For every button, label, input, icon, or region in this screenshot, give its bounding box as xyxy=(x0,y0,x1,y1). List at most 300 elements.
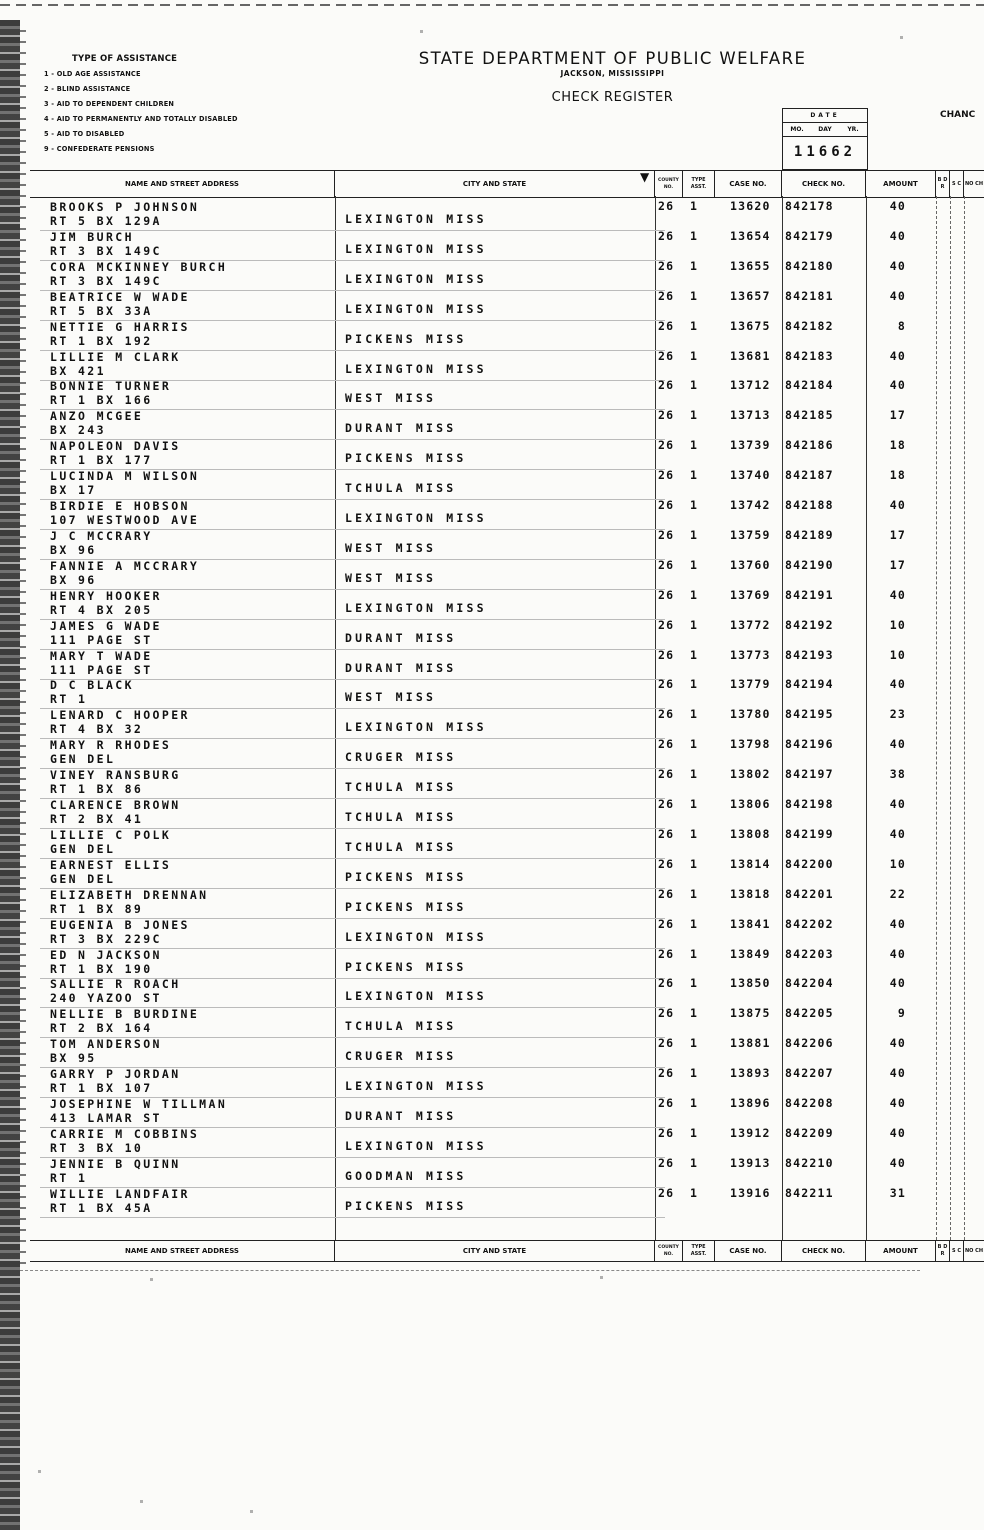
recipient-city: LEXINGTON MISS xyxy=(345,511,487,525)
assistance-type: 1 xyxy=(690,408,699,423)
check-no: 842196 xyxy=(785,737,834,752)
case-no: 13742 xyxy=(730,498,771,512)
case-no: 13849 xyxy=(730,946,771,961)
col-check-header: CHECK NO. xyxy=(782,171,866,197)
case-no: 13913 xyxy=(730,1155,771,1170)
assistance-type: 1 xyxy=(690,527,699,542)
recipient-city: TCHULA MISS xyxy=(345,810,457,824)
check-no: 842203 xyxy=(785,946,834,961)
case-no: 13802 xyxy=(730,767,771,782)
amount: 40 xyxy=(889,1125,906,1140)
scan-speck xyxy=(900,36,903,39)
case-no: 13912 xyxy=(730,1125,771,1140)
amount: 40 xyxy=(889,976,906,991)
scan-speck xyxy=(600,1276,603,1279)
check-no: 842211 xyxy=(785,1185,834,1200)
assistance-type: 1 xyxy=(690,1006,699,1021)
recipient-name: BROOKS P JOHNSON xyxy=(50,200,200,214)
check-no: 842189 xyxy=(785,527,834,542)
assistance-type: 1 xyxy=(690,288,699,303)
recipient-address: RT 1 BX 190 xyxy=(50,961,153,976)
recipient-city: WEST MISS xyxy=(345,570,437,585)
county-no: 26 xyxy=(658,557,675,572)
county-no: 26 xyxy=(658,1036,675,1051)
recipient-city: LEXINGTON MISS xyxy=(345,361,487,376)
date-box xyxy=(782,108,868,170)
table-row xyxy=(30,739,984,769)
table-row xyxy=(30,769,984,799)
case-no: 13881 xyxy=(730,1036,771,1051)
assistance-type: 1 xyxy=(690,1125,699,1140)
recipient-address: BX 421 xyxy=(50,363,106,378)
county-no: 26 xyxy=(658,527,675,542)
table-row xyxy=(30,1038,984,1068)
col-case-footer: CASE NO. xyxy=(715,1241,782,1261)
date-year-label: YR. xyxy=(847,126,859,133)
county-no: 26 xyxy=(658,976,675,991)
check-no: 842210 xyxy=(785,1155,834,1170)
recipient-city: DURANT MISS xyxy=(345,660,457,675)
recipient-address: RT 1 BX 45A xyxy=(50,1200,153,1215)
county-no: 26 xyxy=(658,438,675,453)
col-case-header: CASE NO. xyxy=(715,171,782,197)
table-row xyxy=(30,201,984,231)
recipient-name: JAMES G WADE xyxy=(50,618,162,633)
recipient-address: BX 96 xyxy=(50,542,97,557)
amount: 10 xyxy=(889,617,906,632)
scan-speck xyxy=(420,30,423,33)
scan-speck xyxy=(140,1500,143,1503)
table-row xyxy=(30,258,984,291)
recipient-name: NAPOLEON DAVIS xyxy=(50,439,181,454)
table-row xyxy=(30,288,984,321)
recipient-name: EUGENIA B JONES xyxy=(50,917,190,932)
case-no: 13814 xyxy=(730,856,771,871)
assistance-type: 1 xyxy=(690,737,699,752)
recipient-city: PICKENS MISS xyxy=(345,959,467,974)
amount: 10 xyxy=(889,856,906,871)
recipient-city: TCHULA MISS xyxy=(345,839,457,854)
table-row xyxy=(30,1185,984,1218)
recipient-city: PICKENS MISS xyxy=(345,1198,467,1213)
case-no: 13675 xyxy=(730,318,771,333)
recipient-city: WEST MISS xyxy=(345,690,437,705)
date-label: DATE xyxy=(783,109,867,123)
recipient-address: BX 243 xyxy=(50,423,106,438)
amount: 40 xyxy=(889,498,906,512)
recipient-address: RT 2 BX 164 xyxy=(50,1021,153,1036)
county-no: 26 xyxy=(658,258,675,273)
county-no: 26 xyxy=(658,288,675,303)
assistance-type: 1 xyxy=(690,826,699,841)
county-no: 26 xyxy=(658,468,675,483)
recipient-city: DURANT MISS xyxy=(345,630,457,645)
recipient-name: MARY T WADE xyxy=(50,648,153,663)
amount: 10 xyxy=(889,647,906,662)
case-no: 13620 xyxy=(730,199,771,213)
recipient-name: VINEY RANSBURG xyxy=(50,768,181,783)
amount: 40 xyxy=(889,826,906,841)
assistance-type: 1 xyxy=(690,617,699,632)
recipient-name: BONNIE TURNER xyxy=(50,379,172,394)
col-sc-footer: S C xyxy=(950,1241,964,1261)
recipient-city: LEXINGTON MISS xyxy=(345,301,487,316)
recipient-address: RT 1 BX 107 xyxy=(50,1081,153,1096)
assistance-type: 1 xyxy=(690,1185,699,1200)
table-row xyxy=(30,856,984,889)
check-no: 842206 xyxy=(785,1036,834,1051)
county-no: 26 xyxy=(658,707,675,722)
county-no: 26 xyxy=(658,617,675,632)
check-no: 842181 xyxy=(785,288,834,303)
case-no: 13916 xyxy=(730,1185,771,1200)
case-no: 13772 xyxy=(730,617,771,632)
table-row xyxy=(30,647,984,680)
recipient-address: RT 3 BX 10 xyxy=(50,1140,144,1155)
legend-title: TYPE OF ASSISTANCE xyxy=(72,54,178,64)
check-no: 842195 xyxy=(785,707,834,722)
assistance-type: 1 xyxy=(690,976,699,991)
row-separator xyxy=(40,1217,665,1218)
date-day-label: DAY xyxy=(818,126,832,133)
check-no: 842183 xyxy=(785,348,834,363)
recipient-name: CORA MCKINNEY BURCH xyxy=(50,259,228,274)
recipient-address: 240 YAZOO ST xyxy=(50,991,162,1006)
col-bdr-footer: B D R xyxy=(936,1241,950,1261)
check-no: 842200 xyxy=(785,856,834,871)
county-no: 26 xyxy=(658,916,675,931)
table-row xyxy=(30,679,984,709)
recipient-city: TCHULA MISS xyxy=(345,1019,457,1034)
amount: 40 xyxy=(889,378,906,393)
recipient-name: D C BLACK xyxy=(50,678,134,693)
recipient-name: JIM BURCH xyxy=(50,229,134,244)
legend-item: 2 - BLIND ASSISTANCE xyxy=(44,85,131,93)
recipient-address: RT 1 BX 192 xyxy=(50,333,153,348)
recipient-name: LILLIE C POLK xyxy=(50,827,172,842)
check-no: 842202 xyxy=(785,916,834,931)
col-county-header: COUNTY NO. xyxy=(655,171,683,197)
check-no: 842193 xyxy=(785,647,834,662)
col-sc-header: S C xyxy=(950,171,964,197)
amount: 40 xyxy=(889,199,906,213)
county-no: 26 xyxy=(658,1155,675,1170)
check-no: 842199 xyxy=(785,826,834,841)
assistance-type: 1 xyxy=(690,199,699,213)
assistance-type: 1 xyxy=(690,1155,699,1170)
recipient-city: LEXINGTON MISS xyxy=(345,241,487,256)
table-row xyxy=(30,557,984,590)
amount: 40 xyxy=(889,946,906,961)
recipient-name: EARNEST ELLIS xyxy=(50,857,172,872)
column-footer-row xyxy=(30,1240,984,1262)
assistance-legend xyxy=(44,52,238,157)
case-no: 13681 xyxy=(730,348,771,363)
assistance-type: 1 xyxy=(690,378,699,393)
case-no: 13713 xyxy=(730,408,771,423)
county-no: 26 xyxy=(658,797,675,811)
county-no: 26 xyxy=(658,737,675,752)
check-no: 842185 xyxy=(785,408,834,423)
col-county-footer: COUNTY NO. xyxy=(655,1241,683,1261)
recipient-name: CLARENCE BROWN xyxy=(50,798,181,812)
recipient-name: NETTIE G HARRIS xyxy=(50,319,190,334)
recipient-address: GEN DEL xyxy=(50,752,116,767)
table-row xyxy=(30,1125,984,1158)
county-no: 26 xyxy=(658,1185,675,1200)
department-location: JACKSON, MISSISSIPPI xyxy=(560,69,665,78)
recipient-name: WILLIE LANDFAIR xyxy=(50,1186,190,1201)
recipient-name: LUCINDA M WILSON xyxy=(50,469,200,484)
amount: 31 xyxy=(889,1185,906,1200)
county-no: 26 xyxy=(658,767,675,782)
case-no: 13841 xyxy=(730,916,771,931)
check-no: 842184 xyxy=(785,378,834,393)
check-no: 842201 xyxy=(785,886,834,901)
assistance-type: 1 xyxy=(690,797,699,811)
table-row xyxy=(30,348,984,381)
recipient-address: BX 95 xyxy=(50,1051,97,1066)
case-no: 13769 xyxy=(730,587,771,602)
recipient-address: BX 17 xyxy=(50,483,97,498)
bottom-edge xyxy=(20,1270,920,1271)
case-no: 13779 xyxy=(730,677,771,692)
recipient-name: TOM ANDERSON xyxy=(50,1037,162,1052)
county-no: 26 xyxy=(658,886,675,901)
check-no: 842204 xyxy=(785,976,834,991)
table-row xyxy=(30,709,984,739)
assistance-type: 1 xyxy=(690,438,699,453)
recipient-name: JENNIE B QUINN xyxy=(50,1156,181,1171)
table-row xyxy=(30,1068,984,1098)
check-no: 842187 xyxy=(785,468,834,483)
table-row xyxy=(30,799,984,829)
check-no: 842194 xyxy=(785,677,834,692)
legend-item: 9 - CONFEDERATE PENSIONS xyxy=(44,145,155,153)
case-no: 13808 xyxy=(730,826,771,841)
amount: 38 xyxy=(889,767,906,782)
assistance-type: 1 xyxy=(690,916,699,931)
recipient-name: GARRY P JORDAN xyxy=(50,1067,181,1082)
recipient-address: RT 5 BX 129A xyxy=(50,214,162,228)
case-no: 13780 xyxy=(730,707,771,722)
assistance-type: 1 xyxy=(690,767,699,782)
col-city-footer: CITY AND STATE xyxy=(335,1241,655,1261)
recipient-address: RT 3 BX 149C xyxy=(50,273,162,288)
county-no: 26 xyxy=(658,1096,675,1110)
amount: 40 xyxy=(889,737,906,752)
recipient-city: CRUGER MISS xyxy=(345,1049,457,1064)
recipient-address: GEN DEL xyxy=(50,871,116,886)
table-row xyxy=(30,1098,984,1128)
col-no-footer: NO CH xyxy=(964,1247,984,1254)
amount: 17 xyxy=(889,557,906,572)
county-no: 26 xyxy=(658,647,675,662)
recipient-city: WEST MISS xyxy=(345,391,437,406)
binding-holes xyxy=(20,30,26,1270)
recipient-address: RT 1 BX 86 xyxy=(50,782,144,797)
recipient-name: SALLIE R ROACH xyxy=(50,977,181,992)
table-row xyxy=(30,380,984,410)
recipient-address: 413 LAMAR ST xyxy=(50,1111,162,1125)
recipient-address: RT 3 BX 149C xyxy=(50,243,162,258)
check-no: 842191 xyxy=(785,587,834,602)
amount: 23 xyxy=(889,707,906,722)
table-row xyxy=(30,978,984,1008)
amount: 18 xyxy=(889,468,906,483)
check-no: 842188 xyxy=(785,498,834,512)
recipient-name: LENARD C HOOPER xyxy=(50,708,190,723)
assistance-type: 1 xyxy=(690,557,699,572)
col-city-header: CITY AND STATE xyxy=(335,171,655,197)
col-check-footer: CHECK NO. xyxy=(782,1241,866,1261)
legend-item: 3 - AID TO DEPENDENT CHILDREN xyxy=(44,100,175,108)
amount: 40 xyxy=(889,1036,906,1051)
table-row xyxy=(30,500,984,530)
recipient-name: MARY R RHODES xyxy=(50,738,172,753)
recipient-address: RT 1 BX 166 xyxy=(50,393,153,408)
recipient-city: PICKENS MISS xyxy=(345,451,467,466)
recipient-city: DURANT MISS xyxy=(345,1109,457,1123)
recipient-name: ED N JACKSON xyxy=(50,947,162,962)
recipient-address: GEN DEL xyxy=(50,841,116,856)
amount: 40 xyxy=(889,258,906,273)
case-no: 13712 xyxy=(730,378,771,393)
recipient-name: LILLIE M CLARK xyxy=(50,349,181,364)
register-title: CHECK REGISTER xyxy=(551,90,674,105)
recipient-city: LEXINGTON MISS xyxy=(345,720,487,735)
assistance-type: 1 xyxy=(690,348,699,363)
recipient-city: LEXINGTON MISS xyxy=(345,929,487,944)
case-no: 13740 xyxy=(730,468,771,483)
recipient-city: WEST MISS xyxy=(345,540,437,555)
recipient-name: ANZO MCGEE xyxy=(50,409,144,424)
recipient-name: BEATRICE W WADE xyxy=(50,289,190,304)
amount: 40 xyxy=(889,916,906,931)
check-no: 842205 xyxy=(785,1006,834,1021)
recipient-name: FANNIE A MCCRARY xyxy=(50,558,200,573)
date-month-label: MO. xyxy=(790,126,804,133)
amount: 22 xyxy=(889,886,906,901)
check-no: 842197 xyxy=(785,767,834,782)
county-no: 26 xyxy=(658,378,675,393)
recipient-address: RT 1 xyxy=(50,1170,88,1185)
amount: 40 xyxy=(889,587,906,602)
county-no: 26 xyxy=(658,587,675,602)
recipient-name: BIRDIE E HOBSON xyxy=(50,499,190,513)
recipient-city: DURANT MISS xyxy=(345,421,457,436)
table-row xyxy=(30,946,984,979)
amount: 40 xyxy=(889,797,906,811)
check-no: 842198 xyxy=(785,797,834,811)
table-row xyxy=(30,410,984,440)
case-no: 13818 xyxy=(730,886,771,901)
assistance-type: 1 xyxy=(690,1096,699,1110)
assistance-type: 1 xyxy=(690,318,699,333)
date-value: 11662 xyxy=(793,144,857,160)
department-title: STATE DEPARTMENT OF PUBLIC WELFARE xyxy=(418,49,807,68)
table-row xyxy=(30,318,984,351)
amount: 17 xyxy=(889,527,906,542)
case-no: 13850 xyxy=(730,976,771,991)
recipient-city: LEXINGTON MISS xyxy=(345,212,487,226)
recipient-address: RT 1 BX 177 xyxy=(50,453,153,468)
case-no: 13760 xyxy=(730,557,771,572)
recipient-city: LEXINGTON MISS xyxy=(345,1079,487,1094)
col-name-header: NAME AND STREET ADDRESS xyxy=(30,171,335,197)
county-no: 26 xyxy=(658,677,675,692)
recipient-address: RT 4 BX 32 xyxy=(50,722,144,737)
assistance-type: 1 xyxy=(690,856,699,871)
county-no: 26 xyxy=(658,498,675,512)
table-row xyxy=(30,916,984,949)
case-no: 13657 xyxy=(730,288,771,303)
county-no: 26 xyxy=(658,348,675,363)
county-no: 26 xyxy=(658,408,675,423)
check-no: 842190 xyxy=(785,557,834,572)
check-no: 842208 xyxy=(785,1096,834,1110)
legend-item: 5 - AID TO DISABLED xyxy=(44,130,125,138)
amount: 40 xyxy=(889,288,906,303)
check-no: 842192 xyxy=(785,617,834,632)
recipient-name: NELLIE B BURDINE xyxy=(50,1007,200,1022)
case-no: 13798 xyxy=(730,737,771,752)
recipient-city: LEXINGTON MISS xyxy=(345,600,487,615)
col-amount-footer: AMOUNT xyxy=(866,1241,936,1261)
check-no: 842179 xyxy=(785,228,834,243)
case-no: 13739 xyxy=(730,438,771,453)
check-no: 842207 xyxy=(785,1066,834,1081)
recipient-address: BX 96 xyxy=(50,572,97,587)
top-edge xyxy=(0,4,984,6)
county-no: 26 xyxy=(658,946,675,961)
check-no: 842180 xyxy=(785,258,834,273)
county-no: 26 xyxy=(658,1066,675,1081)
table-row xyxy=(30,617,984,650)
col-type-header: TYPE ASST. xyxy=(683,171,715,197)
recipient-name: ELIZABETH DRENNAN xyxy=(50,887,209,902)
amount: 18 xyxy=(889,438,906,453)
amount: 40 xyxy=(889,1096,906,1110)
table-row xyxy=(30,440,984,470)
recipient-name: J C MCCRARY xyxy=(50,528,153,543)
recipient-city: PICKENS MISS xyxy=(345,869,467,884)
table-row xyxy=(30,228,984,261)
legend-item: 1 - OLD AGE ASSISTANCE xyxy=(44,70,141,78)
county-no: 26 xyxy=(658,1006,675,1021)
amount: 40 xyxy=(889,1155,906,1170)
recipient-address: RT 1 xyxy=(50,692,88,707)
amount: 40 xyxy=(889,228,906,243)
col-type-footer: TYPE ASST. xyxy=(683,1241,715,1261)
recipient-address: RT 5 BX 33A xyxy=(50,303,153,318)
recipient-city: CRUGER MISS xyxy=(345,750,457,765)
recipient-name: HENRY HOOKER xyxy=(50,588,162,603)
assistance-type: 1 xyxy=(690,707,699,722)
case-no: 13893 xyxy=(730,1066,771,1081)
chance-label: CHANC xyxy=(940,110,976,120)
case-no: 13875 xyxy=(730,1006,771,1021)
assistance-type: 1 xyxy=(690,647,699,662)
arrow-marker-icon: ▼ xyxy=(640,170,650,184)
county-no: 26 xyxy=(658,856,675,871)
recipient-city: LEXINGTON MISS xyxy=(345,1138,487,1153)
check-no: 842186 xyxy=(785,438,834,453)
scan-speck xyxy=(150,1278,153,1281)
recipient-city: TCHULA MISS xyxy=(345,780,457,795)
column-header-row xyxy=(30,170,984,198)
recipient-name: JOSEPHINE W TILLMAN xyxy=(50,1097,228,1111)
